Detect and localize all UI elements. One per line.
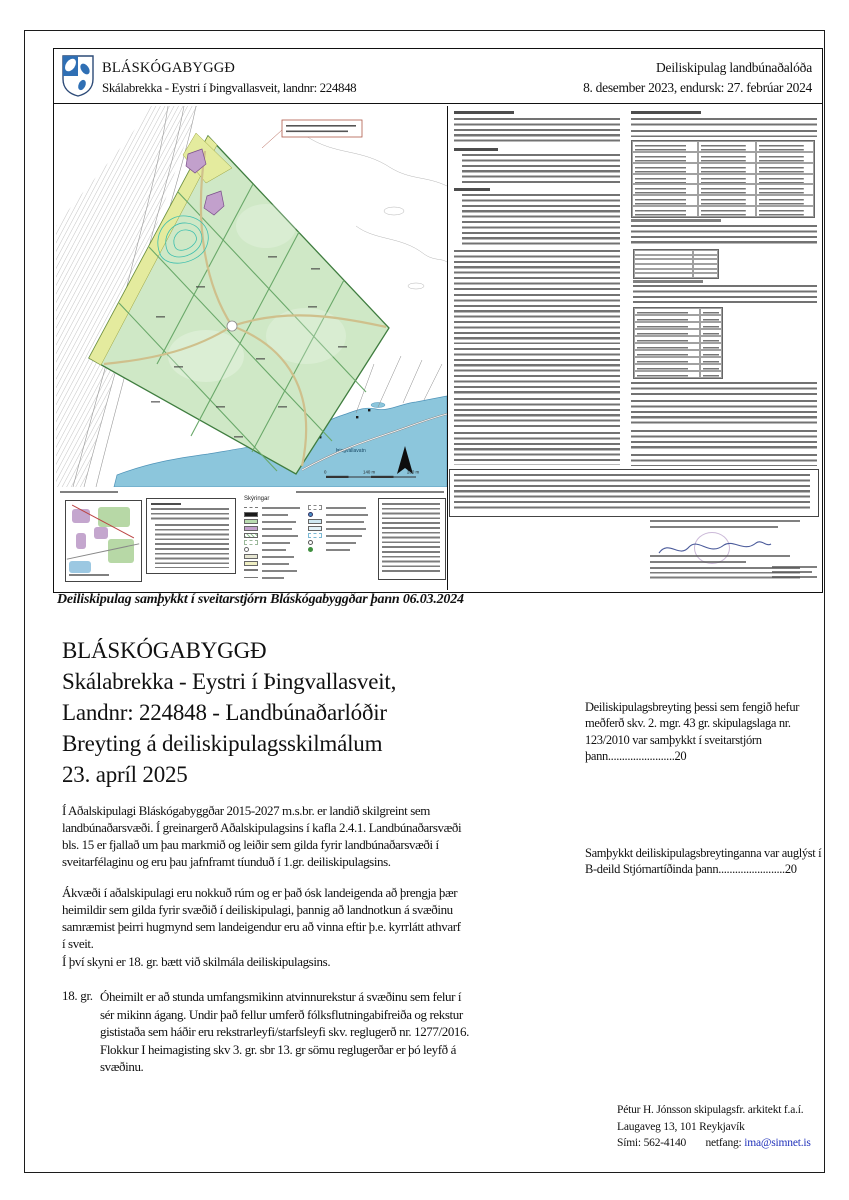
- table-cell: [698, 174, 756, 185]
- strip-notes-box: [378, 498, 446, 580]
- legend-label-sim: [262, 514, 288, 516]
- legend-swatch-dashed-outline: [308, 505, 322, 510]
- legend-title: Skýringar: [244, 496, 270, 502]
- table-cell: [700, 350, 722, 357]
- table-cell: [632, 174, 698, 185]
- notes-text-sim: [633, 285, 817, 303]
- terms-list-sim: [462, 194, 620, 246]
- table-cell: [756, 184, 814, 195]
- table-cell: [700, 371, 722, 378]
- notes-text-sim: [631, 430, 817, 450]
- legend-label-sim: [262, 535, 298, 537]
- table-cell: [634, 371, 700, 378]
- terms-text-sim: [454, 250, 620, 290]
- table-cell: [698, 184, 756, 195]
- site-plan-map: [56, 106, 448, 488]
- table-cell: [634, 329, 700, 336]
- table-cell: [693, 273, 718, 278]
- table-cell: [700, 357, 722, 364]
- architect-address: Laugaveg 13, 101 Reykjavík: [617, 1120, 745, 1133]
- legend-label-sim: [326, 535, 362, 537]
- legend-swatch-solid: [308, 526, 322, 531]
- email-label: netfang:: [705, 1137, 742, 1149]
- legend-swatch-circle: [244, 547, 249, 552]
- sheet-header: [54, 49, 822, 104]
- terms-subhead-sim: [454, 188, 490, 191]
- terms-list-sim: [462, 154, 620, 184]
- architect-contact-block: [617, 1102, 827, 1152]
- area-table-1: [633, 249, 719, 279]
- table-cell: [700, 308, 722, 315]
- table-cell: [632, 206, 698, 217]
- legend-strip: [56, 487, 448, 590]
- legend-swatch-dblline: [244, 569, 258, 571]
- legend-swatch-ringdot: [308, 512, 313, 517]
- terms-text-sim: [454, 118, 620, 144]
- doc-title-line-1: BLÁSKÓGABYGGÐ: [62, 638, 267, 663]
- terms-heading-sim: [454, 111, 514, 114]
- legend-swatch-line: [244, 577, 258, 578]
- legend-label-sim: [262, 521, 296, 523]
- legend-label-sim: [262, 528, 292, 530]
- table-cell: [634, 308, 700, 315]
- legend-label-sim: [262, 556, 294, 558]
- doc-title-line-5: 23. apríl 2025: [62, 762, 188, 787]
- body-paragraph-3: Í því skyni er 18. gr. bætt við skilmála deiliskipulagsins.: [62, 954, 331, 969]
- clause-18-label: 18. gr.: [62, 988, 93, 1003]
- email-link[interactable]: ima@simnet.is: [744, 1137, 811, 1149]
- table-cell: [700, 364, 722, 371]
- markmid-box: [146, 498, 236, 574]
- table-cell: [634, 343, 700, 350]
- doc-title-line-2: Skálabrekka - Eystri í Þingvallasveit,: [62, 669, 397, 694]
- svg-text:140 m: 140 m: [363, 469, 376, 475]
- inset-overview-map: [65, 500, 142, 582]
- legend-swatch-dot: [308, 547, 313, 552]
- table-cell: [700, 336, 722, 343]
- roundabout: [227, 321, 237, 331]
- table-cell: [634, 357, 700, 364]
- notes-text-sim: [631, 400, 817, 426]
- table-caption-sim: [631, 219, 721, 222]
- clause-18-text: Óheimilt er að stunda umfangsmikinn atvinnurekstur á svæðinu sem felur í sér mikinn ágang. Undir það fellur umferð fólksflutningabifreiða og rekstur gististaða sem háðir eru rekstrarleyfi/starfsleyfi skv. reglugerð nr. 1277/2016. Flokkur I heimagisting skv 3. gr. sbr 13. gr sömu reglugerðar er þó leyfð á svæðinu.: [100, 989, 469, 1074]
- sheet-doc-type: Deiliskipulag landbúnaðalóða: [656, 60, 812, 75]
- svg-text:0: 0: [324, 469, 327, 475]
- legend-label-sim: [326, 542, 356, 544]
- architect-name: Pétur H. Jónsson skipulagsfr. arkitekt f.a.í.: [617, 1104, 804, 1116]
- table-cell: [634, 364, 700, 371]
- table-cell: [756, 195, 814, 206]
- legend-swatch-stipple: [244, 554, 258, 559]
- notes-text-sim: [631, 454, 817, 466]
- table-cell: [632, 141, 698, 152]
- table-cell: [698, 152, 756, 163]
- notes-text-sim: [631, 130, 817, 137]
- table-cell: [700, 343, 722, 350]
- notes-heading-sim: [631, 111, 701, 114]
- body-paragraph-1: Í Aðalskipulagi Bláskógabyggðar 2015-2027 m.s.br. er landið skilgreint sem landbúnaðarsvæði. Í greinargerð Aðalskipulagsins í kafla 2.4.1. Landbúnaðarsvæði bls. 15 er fjallað um þau markmið og leiðir sem gilda fyrir landbúnaðarsvæði í sveitarfélaginu og eru þau jafnframt tíunduð í 1.gr. deiliskipulagsins.: [62, 803, 462, 869]
- area-table-2: [633, 307, 723, 379]
- legend-label-sim: [326, 528, 366, 530]
- notes-text-sim: [631, 225, 817, 245]
- lake-label: Þingvallavatn: [336, 448, 366, 454]
- table-cell: [632, 163, 698, 174]
- scale-note-sim: [60, 491, 118, 493]
- terms-text-sim: [454, 398, 620, 428]
- legend-swatch-solid: [244, 561, 258, 566]
- table-cell: [700, 315, 722, 322]
- table-cell: [698, 163, 756, 174]
- boxed-clause: [449, 469, 819, 517]
- conditions-table: [631, 140, 815, 218]
- doc-title-line-4: Breyting á deiliskipulagsskilmálum: [62, 731, 383, 756]
- approval-note-2: Samþykkt deiliskipulagsbreytinganna var auglýst í B-deild Stjórnartíðinda þann........................20: [585, 846, 822, 877]
- legend-swatch-ring: [308, 540, 313, 545]
- table-cell: [756, 152, 814, 163]
- legend-label-sim: [262, 577, 284, 579]
- table-cell: [632, 152, 698, 163]
- body-paragraph-2: Ákvæði í aðalskipulagi eru nokkuð rúm og er það ósk landeigenda að þrengja þær heimildir sem gilda fyrir svæðið í deiliskipulagi, þannig að landnotkun á svæðinu samræmist þeirri hugmynd sem landeigendur eru að vinna eftir þ.e. kyrrlátt athvarf í sveit.: [62, 885, 461, 951]
- approval-note-1: Deiliskipulagsbreyting þessi sem fengið hefur meðferð skv. 2. mgr. 43 gr. skipulagslaga nr. 123/2010 var samþykkt í sveitarstjórn þann........................20: [585, 700, 800, 763]
- table-cell: [632, 195, 698, 206]
- table-cell: [756, 141, 814, 152]
- notes-text-sim: [631, 382, 817, 396]
- table-cell: [756, 163, 814, 174]
- legend-column-2: [308, 505, 368, 565]
- table-cell: [756, 174, 814, 185]
- legend-label-sim: [262, 570, 297, 572]
- table-cell: [634, 336, 700, 343]
- source-note-sim: [296, 491, 444, 493]
- legend-label-sim: [262, 542, 290, 544]
- table-cell: [756, 206, 814, 217]
- legend-swatch-solid: [244, 512, 258, 517]
- sheet-municipality: BLÁSKÓGABYGGÐ: [102, 60, 236, 76]
- phone-number: Sími: 562-4140: [617, 1137, 687, 1149]
- legend-column-1: [244, 505, 304, 585]
- boxed-clause-text-sim: [454, 474, 810, 512]
- plan-sheet: [53, 48, 823, 593]
- legend-swatch-dashed-outline: [308, 533, 322, 538]
- legend-swatch-hatch: [244, 533, 258, 538]
- svg-text:280 m: 280 m: [407, 469, 420, 475]
- legend-swatch-solid: [244, 526, 258, 531]
- table-cell: [632, 184, 698, 195]
- notes-text-sim: [631, 118, 817, 127]
- terms-text-sim: [454, 348, 620, 394]
- table-cell: [634, 273, 693, 278]
- sheet-date-line: 8. desember 2023, endursk: 27. febrúar 2024: [583, 80, 812, 95]
- contact-line: [617, 1135, 827, 1152]
- sheet-subtitle: Skálabrekka - Eystri í Þingvallasveit, landnr: 224848: [102, 80, 357, 95]
- municipality-coat-of-arms-icon: [62, 55, 94, 97]
- legend-swatch-dashline: [244, 507, 258, 508]
- legend-label-sim: [326, 521, 364, 523]
- table-cell: [634, 350, 700, 357]
- legend-label-sim: [262, 563, 289, 565]
- terms-text-sim: [454, 294, 620, 344]
- terms-text-sim: [454, 432, 620, 465]
- legend-label-sim: [262, 507, 300, 509]
- legend-swatch-dashed-outline: [244, 540, 258, 545]
- legend-label-sim: [326, 549, 350, 551]
- table-cell: [700, 329, 722, 336]
- table-cell: [698, 141, 756, 152]
- legend-label-sim: [326, 514, 368, 516]
- terms-subhead-sim: [454, 148, 498, 151]
- table-cell: [700, 322, 722, 329]
- legend-swatch-solid: [308, 519, 322, 524]
- approval-caption: Deiliskipulag samþykkt í sveitarstjórn Bláskógabyggðar þann 06.03.2024: [57, 592, 464, 607]
- legend-label-sim: [262, 549, 286, 551]
- legend-swatch-solid: [244, 519, 258, 524]
- table-cell: [698, 195, 756, 206]
- table-cell: [698, 206, 756, 217]
- legend-label-sim: [326, 507, 366, 509]
- doc-title-line-3: Landnr: 224848 - Landbúnaðarlóðir: [62, 700, 387, 725]
- table-caption-sim: [633, 280, 703, 283]
- table-cell: [634, 315, 700, 322]
- table-cell: [634, 322, 700, 329]
